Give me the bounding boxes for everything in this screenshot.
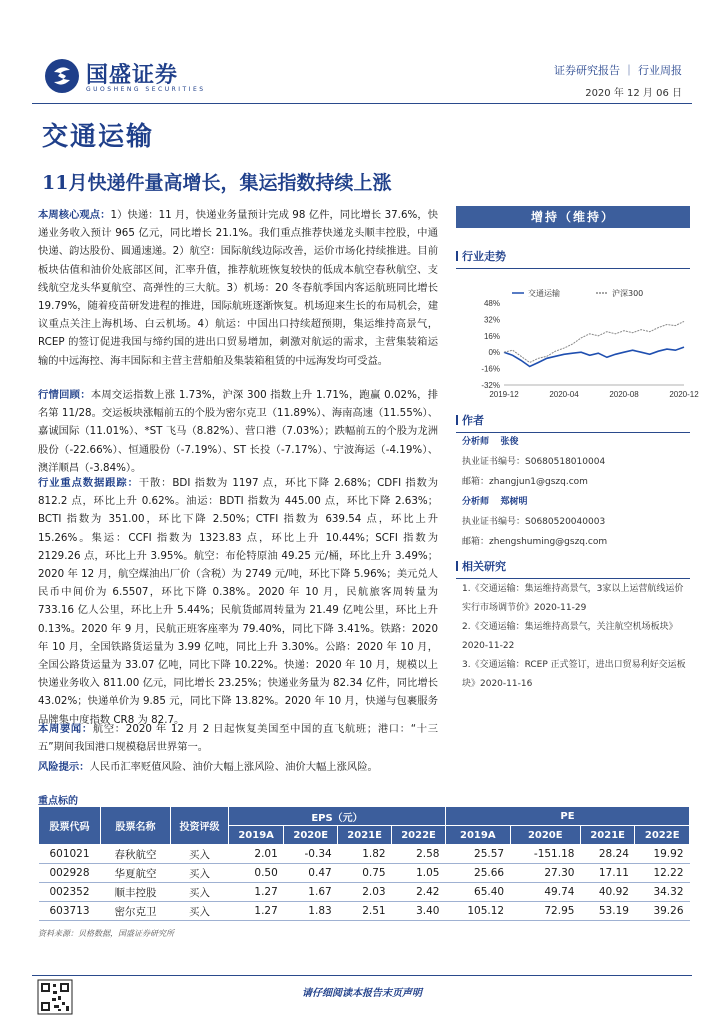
stock-name: 密尔克卫 <box>101 902 171 921</box>
table-row <box>39 883 690 902</box>
eps-value: 1.67 <box>284 883 338 902</box>
pe-year-header: 2021E <box>580 826 635 845</box>
market-review-text: 本周交运指数上涨 1.73%，沪深 300 指数上升 1.71%，跑赢 0.02%，排名第 11/28。交运板块涨幅前五的个股为密尔克卫（11.89%）、海南高速（11.55%）、嘉诚国际（11.01%）、*ST 飞马（8.82%）、营口港（7.03%）；跌幅前五的个股为龙洲股份（-22.66%）、恒通股份（-7.19%）、ST 长投（-7.17%）、宁波海运（-4.19%）、澳洋顺昌（-3.84%）。 <box>38 389 439 474</box>
y-tick-label: 0% <box>488 348 500 358</box>
eps-value: 0.75 <box>338 864 392 883</box>
related-heading-text: 相关研究 <box>462 560 506 573</box>
weekly-view-text: 1）快递：11 月，快递业务量预计完成 98 亿件，同比增长 37.6%，快递业务收入预计 965 亿元，同比增长 21.1%。我们重点推荐快递龙头顺丰控股，中通快递、韵达股份、圆通速递。2）航空：国际航线边际改善，运价市场化持续推进。目前板块估值和油价处底部区间，汇率升值，推荐航班恢复较快的低成本航空春秋航空、支线航空龙头华夏航空、高弹性的三大航。3）机场：20 冬春航季国内客运航班同比增长 19.79%，随着疫苗研发进程的推进，国际航班逐渐恢复。机场迎来生长的布局机会，建议重点关注上海机场、白云机场。4）航运：中国出口持续超预期，集运维持高景气，RCEP 的签订促进我国与缔约国的进出口贸易增加，刺激对航运的需求，主营集装箱运输的中远海控、海丰国际和主营主营船舶及集装箱租赁的中远海发均可受益。 <box>38 209 438 367</box>
stock-name: 顺丰控股 <box>101 883 171 902</box>
author-1-cert-line <box>462 454 605 467</box>
eps-value: 1.82 <box>338 845 392 864</box>
company-name: 国盛证券 <box>86 62 179 88</box>
stock-rating: 买入 <box>171 883 229 902</box>
stock-name: 春秋航空 <box>101 845 171 864</box>
pe-value: 53.19 <box>580 902 635 921</box>
pe-value: 34.32 <box>635 883 690 902</box>
x-tick-label: 2020-12 <box>669 390 699 399</box>
risk-label: 风险提示： <box>38 761 90 773</box>
email-label: 邮箱： <box>462 477 490 487</box>
stock-rating: 买入 <box>171 845 229 864</box>
eps-value: 1.83 <box>284 902 338 921</box>
eps-value: 1.27 <box>229 883 284 902</box>
key-data-paragraph <box>38 474 438 729</box>
header-divider <box>32 103 692 104</box>
eps-value: 2.01 <box>229 845 284 864</box>
table-row <box>39 902 690 921</box>
eps-value: 2.51 <box>338 902 392 921</box>
eps-value: 0.50 <box>229 864 284 883</box>
report-title: 11月快递件量高增长，集运指数持续上涨 <box>42 172 392 194</box>
pe-value: 19.92 <box>635 845 690 864</box>
stock-code: 002352 <box>39 883 101 902</box>
pe-value: 27.30 <box>510 864 580 883</box>
table-source: 资料来源：贝格数据，国盛证券研究所 <box>38 929 174 938</box>
legend-label: 沪深300 <box>612 289 644 298</box>
rating-badge: 增持（维持） <box>456 206 690 228</box>
author-2-email[interactable]: zhengshuming@gszq.com <box>489 537 608 547</box>
pe-year-header: 2019A <box>446 826 511 845</box>
eps-year-header: 2022E <box>392 826 446 845</box>
pe-value: 28.24 <box>580 845 635 864</box>
col-pe: PE <box>446 807 690 826</box>
eps-value: 2.42 <box>392 883 446 902</box>
stock-name: 华夏航空 <box>101 864 171 883</box>
author-1-name-line <box>462 434 518 447</box>
col-rating: 投资评级 <box>171 807 229 845</box>
x-tick-label: 2020-08 <box>609 390 639 399</box>
pe-value: -151.18 <box>510 845 580 864</box>
eps-value: -0.34 <box>284 845 338 864</box>
trend-heading <box>456 248 690 269</box>
stock-rating: 买入 <box>171 864 229 883</box>
news-label: 本周要闻： <box>38 723 93 735</box>
stock-code: 601021 <box>39 845 101 864</box>
author-1-email[interactable]: zhangjun1@gszq.com <box>489 477 588 487</box>
y-tick-label: 32% <box>483 315 500 325</box>
pe-value: 72.95 <box>510 902 580 921</box>
cert-label: 执业证书编号： <box>462 457 526 467</box>
heading-marker <box>456 415 458 425</box>
pe-value: 105.12 <box>446 902 511 921</box>
pe-value: 25.66 <box>446 864 511 883</box>
author-1-name: 张俊 <box>500 437 519 447</box>
pe-value: 49.74 <box>510 883 580 902</box>
x-tick-label: 2019-12 <box>489 390 519 399</box>
related-item[interactable]: 3.《交通运输：RCEP 正式签订，进出口贸易利好交运板块》2020-11-16 <box>462 660 686 689</box>
author-1-cert: S0680518010004 <box>525 457 606 467</box>
y-tick-label: 16% <box>483 331 500 341</box>
email-label: 邮箱： <box>462 537 490 547</box>
industry-title: 交通运输 <box>42 122 155 152</box>
weekly-view-paragraph <box>38 206 438 370</box>
related-item[interactable]: 1.《交通运输：集运维持高景气，3家以上运营航线运价实行市场调节价》2020-11-29 <box>462 584 684 613</box>
y-tick-label: -32% <box>481 381 500 390</box>
eps-value: 2.03 <box>338 883 392 902</box>
report-date: 2020 年 12 月 06 日 <box>585 88 682 99</box>
eps-year-header: 2019A <box>229 826 284 845</box>
table-row <box>39 845 690 864</box>
author-2-cert-line <box>462 514 605 527</box>
col-name: 股票名称 <box>101 807 171 845</box>
table-row <box>39 864 690 883</box>
footer-disclaimer[interactable]: 请仔细阅读本报告末页声明 <box>302 988 422 999</box>
pe-value: 40.92 <box>580 883 635 902</box>
related-item[interactable]: 2.《交通运输：集运维持高景气，关注航空机场板块》2020-11-22 <box>462 622 678 651</box>
pe-value: 39.26 <box>635 902 690 921</box>
trend-heading-text: 行业走势 <box>462 250 506 263</box>
heading-marker <box>456 561 458 571</box>
author-2-name-line <box>462 494 527 507</box>
market-review-paragraph <box>38 386 438 477</box>
related-heading <box>456 558 690 579</box>
key-data-label: 行业重点数据跟踪： <box>38 477 139 489</box>
risk-text: 人民币汇率贬值风险、油价大幅上涨风险、油价大幅上涨风险。 <box>89 761 378 773</box>
x-tick-label: 2020-04 <box>549 390 579 399</box>
pe-value: 25.57 <box>446 845 511 864</box>
legend-label: 交通运输 <box>528 289 560 298</box>
news-paragraph <box>38 720 438 756</box>
stock-code: 002928 <box>39 864 101 883</box>
author-2-cert: S0680520040003 <box>525 517 606 527</box>
eps-year-header: 2021E <box>338 826 392 845</box>
key-data-text: 干散：BDI 指数为 1197 点，环比下降 2.68%；CDFI 指数为 812.2 点，环比上升 0.62%。油运：BDTI 指数为 445.00 点，环比下降 2.63%；BCTI 指数为 351.00，环比下降 2.50%；CTFI 指数为 639.54 点，环比上升 15.26%。集运：CCFI 指数为 1323.83 点，环比上升 10.44%；SCFI 指数为 2129.26 点，环比上升 3.95%。航空：布伦特原油 49.25 元/桶，环比上升 3.49%；2020 年 12 月，航空煤油出厂价（含税）为 2749 元/吨，环比下降 5.96%；美元兑人民币中间价为 6.5507，环比下降 0.38%。2020 年 10 月，民航旅客周转量为 733.16 亿人公里，环比上升 5.44%；民航货邮周转量为 21.49 亿吨公里，环比上升 0.13%。2020 年 9 月，民航正班客座率为 79.40%，同比下降 3.41%。铁路：2020 年 10 月，全国铁路货运量为 3.99 亿吨，同比上升 3.30%。公路：2020 年 10 月，全国公路货运量为 33.07 亿吨，同比下降 10.22%。快递：2020 年 10 月，规模以上快递业务收入 811.00 亿元，同比增长 23.25%；快递业务量为 82.34 亿件，同比增长 43.02%；快递单价为 9.85 元，同比下降 13.82%。2020 年 10 月，快递与包裹服务品牌集中度指数 CR8 为 82.7。 <box>38 477 439 726</box>
y-tick-label: -16% <box>481 364 500 374</box>
company-logo-icon <box>44 58 80 94</box>
eps-value: 1.27 <box>229 902 284 921</box>
key-stocks-table <box>38 806 690 921</box>
pe-year-header: 2022E <box>635 826 690 845</box>
eps-value: 3.40 <box>392 902 446 921</box>
series-line-1 <box>504 321 684 362</box>
report-type: 证券研究报告 ｜ 行业周报 <box>554 64 682 77</box>
eps-value: 1.05 <box>392 864 446 883</box>
author-2-name: 郑树明 <box>500 497 528 507</box>
market-review-label: 行情回顾： <box>38 389 91 401</box>
col-eps: EPS（元） <box>229 807 446 826</box>
industry-trend-chart <box>456 285 699 405</box>
authors-heading <box>456 412 690 433</box>
stock-code: 603713 <box>39 902 101 921</box>
analyst-label: 分析师 <box>462 437 490 447</box>
pe-value: 65.40 <box>446 883 511 902</box>
author-2-email-line <box>462 534 607 547</box>
heading-marker <box>456 251 458 261</box>
pe-value: 12.22 <box>635 864 690 883</box>
eps-value: 2.58 <box>392 845 446 864</box>
eps-year-header: 2020E <box>284 826 338 845</box>
authors-heading-text: 作者 <box>462 414 484 427</box>
series-line-0 <box>504 347 684 366</box>
author-1-email-line <box>462 474 588 487</box>
table-title: 重点标的 <box>38 796 78 807</box>
risk-paragraph <box>38 758 438 776</box>
pe-value: 17.11 <box>580 864 635 883</box>
eps-value: 0.47 <box>284 864 338 883</box>
pe-year-header: 2020E <box>510 826 580 845</box>
col-code: 股票代码 <box>39 807 101 845</box>
news-text: 航空：2020 年 12 月 2 日起恢复美国至中国的直飞航班；港口：“十三五”期间我国港口规模稳居世界第一。 <box>38 723 439 754</box>
footer-divider <box>32 975 692 976</box>
related-list <box>462 580 690 694</box>
analyst-label: 分析师 <box>462 497 490 507</box>
cert-label: 执业证书编号： <box>462 517 526 527</box>
weekly-view-label: 本周核心观点： <box>38 209 111 221</box>
company-name-en: GUOSHENG SECURITIES <box>86 86 206 93</box>
stock-rating: 买入 <box>171 902 229 921</box>
y-tick-label: 48% <box>483 299 500 308</box>
